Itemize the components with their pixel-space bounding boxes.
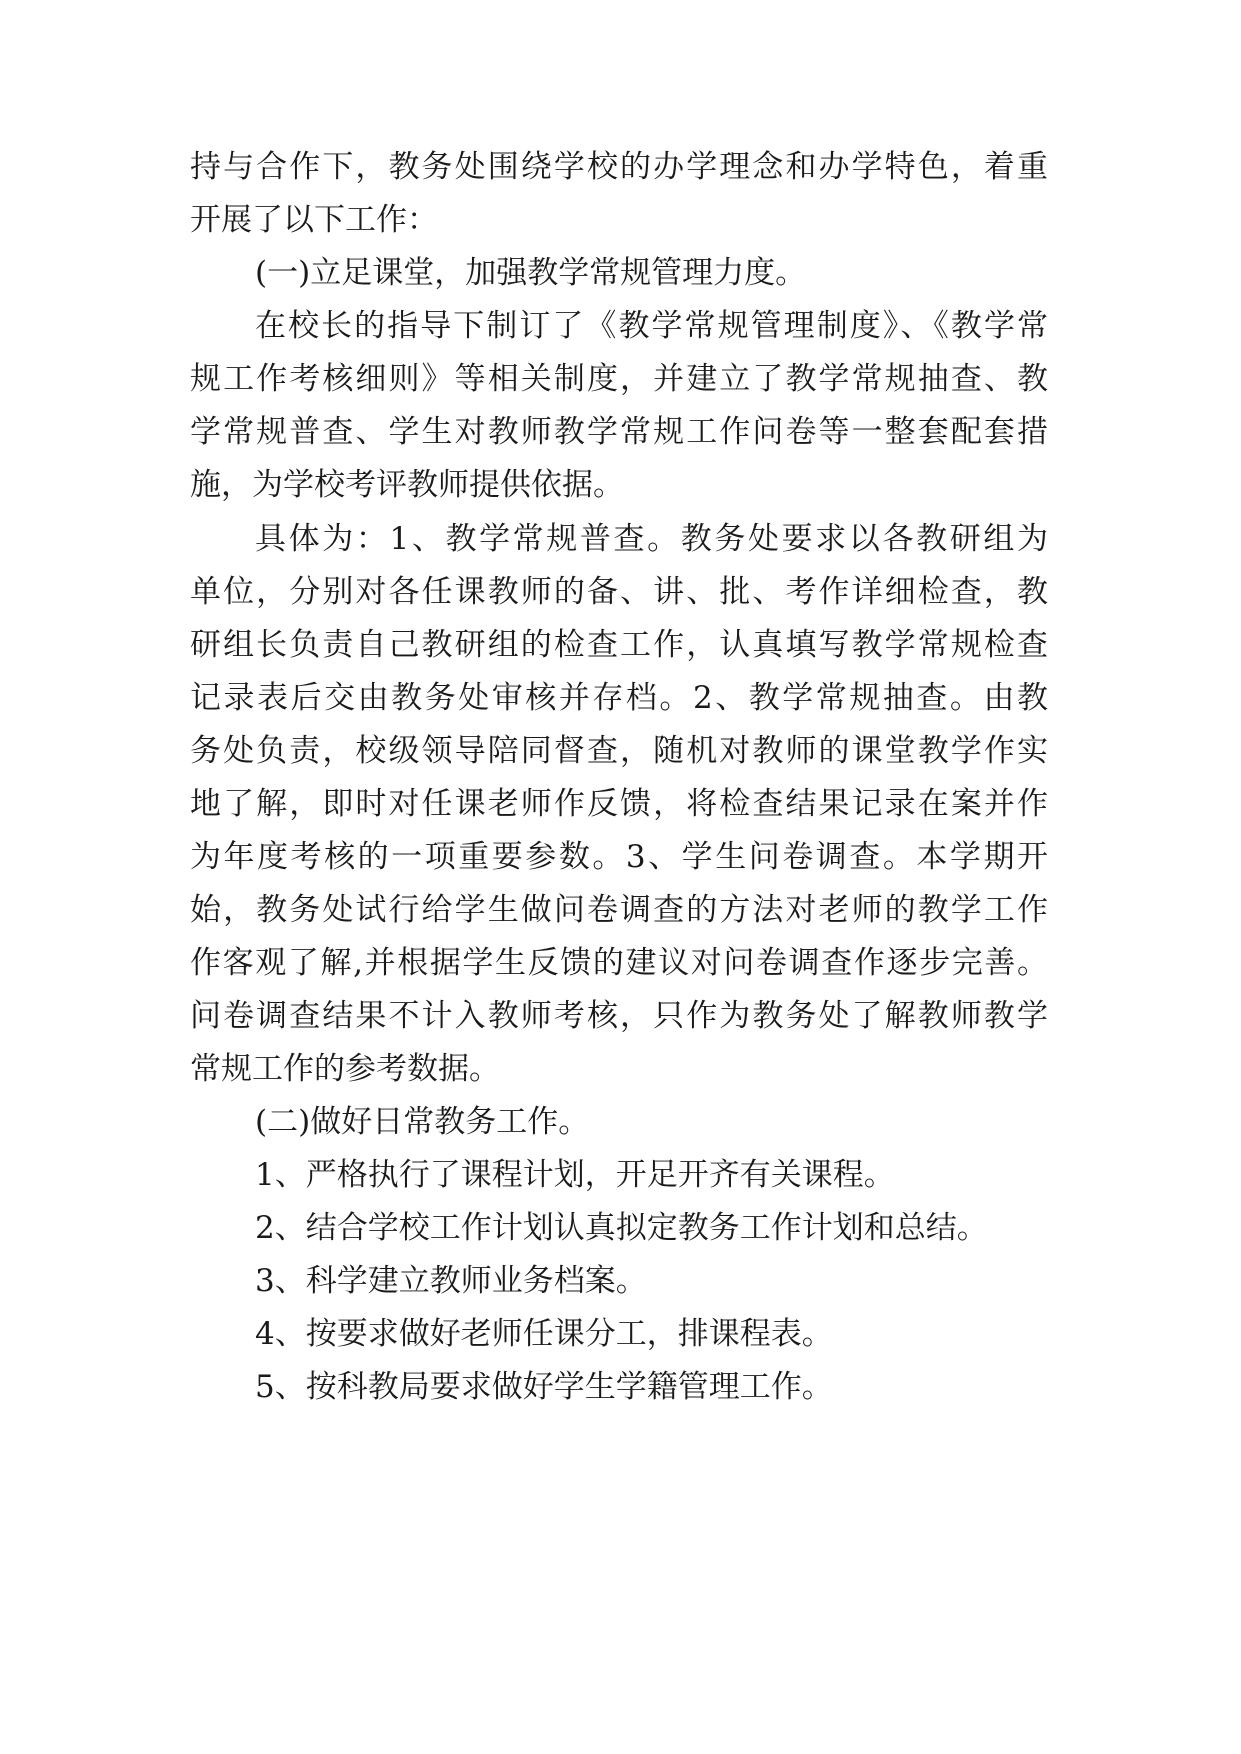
text-line: 单位，分别对各任课教师的备、讲、批、考作详细检查，教 (190, 574, 1048, 610)
text-line: 始，教务处试行给学生做问卷调查的方法对老师的教学工作 (190, 892, 1048, 928)
text-line: 研组长负责自己教研组的检查工作，认真填写教学常规检查 (190, 627, 1048, 663)
text-line: 施，为学校考评教师提供依据。 (190, 467, 624, 503)
text-line: 学常规普查、学生对教师教学常规工作问卷等一整套配套措 (190, 414, 1048, 450)
text-line: 具体为：1、教学常规普查。教务处要求以各教研组为 (255, 521, 1048, 557)
text-line: 常规工作的参考数据。 (190, 1051, 500, 1087)
list-item: 3、科学建立教师业务档案。 (255, 1263, 647, 1299)
text-line: 持与合作下，教务处围绕学校的办学理念和办学特色，着重 (190, 149, 1048, 185)
text-line: 问卷调查结果不计入教师考核，只作为教务处了解教师教学 (190, 998, 1048, 1034)
text-line: 开展了以下工作： (190, 202, 438, 238)
text-line: 记录表后交由教务处审核并存档。2、教学常规抽查。由教 (190, 680, 1048, 716)
text-line: 地了解，即时对任课老师作反馈，将检查结果记录在案并作 (190, 786, 1048, 822)
text-line: 在校长的指导下制订了《教学常规管理制度》、《教学常 (255, 308, 1048, 344)
list-item: 1、严格执行了课程计划，开足开齐有关课程。 (255, 1157, 895, 1193)
list-item: 2、结合学校工作计划认真拟定教务工作计划和总结。 (255, 1210, 988, 1246)
list-item: 4、按要求做好老师任课分工，排课程表。 (255, 1316, 833, 1352)
text-line: 为年度考核的一项重要参数。3、学生问卷调查。本学期开 (190, 839, 1048, 875)
text-line: 规工作考核细则》等相关制度，并建立了教学常规抽查、教 (190, 361, 1048, 397)
text-line: 作客观了解,并根据学生反馈的建议对问卷调查作逐步完善。 (190, 945, 1048, 981)
section-heading: (一)立足课堂，加强教学常规管理力度。 (255, 255, 807, 291)
list-item: 5、按科教局要求做好学生学籍管理工作。 (255, 1369, 833, 1405)
text-line: 务处负责，校级领导陪同督查，随机对教师的课堂教学作实 (190, 733, 1048, 769)
section-heading: (二)做好日常教务工作。 (255, 1104, 590, 1140)
